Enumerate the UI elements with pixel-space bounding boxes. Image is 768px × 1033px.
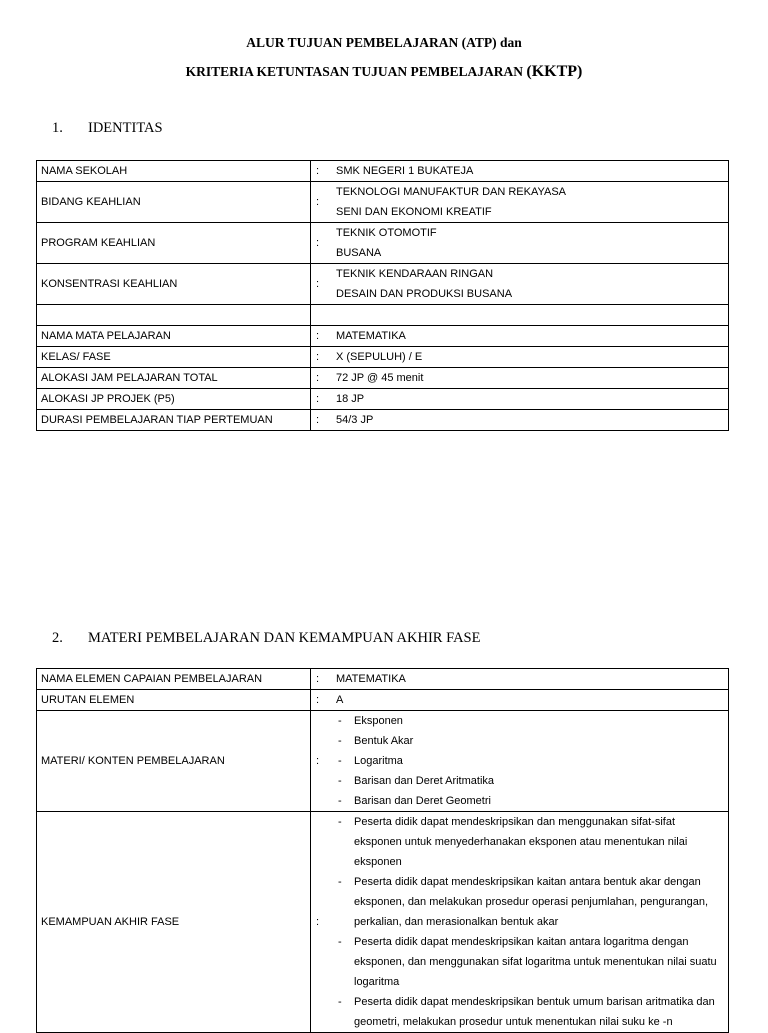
colon: : bbox=[316, 393, 320, 405]
row-value: DESAIN DAN PRODUKSI BUSANA bbox=[336, 288, 513, 300]
row-value: 72 JP @ 45 menit bbox=[336, 372, 424, 384]
colon: : bbox=[316, 414, 320, 426]
colon: : bbox=[316, 673, 320, 685]
materi-konten-label: MATERI/ KONTEN PEMBELAJARAN bbox=[37, 711, 311, 812]
table-row bbox=[37, 410, 729, 431]
row-value: TEKNIK KENDARAAN RINGAN bbox=[336, 268, 494, 280]
section-2-title: MATERI PEMBELAJARAN DAN KEMAMPUAN AKHIR FASE bbox=[88, 630, 481, 646]
row-value: MATEMATIKA bbox=[336, 330, 406, 342]
title-kktp: (KKTP) bbox=[526, 63, 583, 80]
table-row bbox=[37, 182, 729, 223]
table-row bbox=[37, 264, 729, 305]
colon: : bbox=[316, 755, 320, 767]
kemampuan-list bbox=[336, 812, 724, 1032]
row-label: NAMA ELEMEN CAPAIAN PEMBELAJARAN bbox=[37, 669, 311, 690]
section-1-heading bbox=[52, 120, 163, 137]
row-label: KONSENTRASI KEAHLIAN bbox=[37, 264, 311, 305]
list-item: - Eksponen bbox=[336, 711, 724, 731]
table-row bbox=[37, 368, 729, 389]
row-label: DURASI PEMBELAJARAN TIAP PERTEMUAN bbox=[37, 410, 311, 431]
row-label: BIDANG KEAHLIAN bbox=[37, 182, 311, 223]
row-value: TEKNIK OTOMOTIF bbox=[336, 227, 437, 239]
colon: : bbox=[316, 372, 320, 384]
table-row bbox=[37, 223, 729, 264]
row-value: SMK NEGERI 1 BUKATEJA bbox=[336, 165, 474, 177]
row-value: MATEMATIKA bbox=[336, 673, 406, 685]
table-row bbox=[37, 161, 729, 182]
row-value: A bbox=[336, 694, 344, 706]
row-value: 18 JP bbox=[336, 393, 365, 405]
row-label bbox=[37, 305, 311, 326]
list-item: - Logaritma bbox=[336, 751, 724, 771]
table-row bbox=[37, 347, 729, 368]
identity-table bbox=[36, 160, 729, 431]
colon: : bbox=[316, 351, 320, 363]
konten-list bbox=[336, 711, 724, 811]
list-item: - Peserta didik dapat mendeskripsikan dan menggunakan sifat-sifat eksponen untuk menyederhanakan eksponen atau menentukan nilai eksponen bbox=[336, 812, 724, 872]
row-label: NAMA MATA PELAJARAN bbox=[37, 326, 311, 347]
table-row bbox=[37, 711, 729, 812]
colon: : bbox=[316, 237, 320, 249]
row-label: KELAS/ FASE bbox=[37, 347, 311, 368]
kemampuan-label: KEMAMPUAN AKHIR FASE bbox=[37, 812, 311, 1033]
document-title-line2 bbox=[0, 63, 768, 81]
title-line2-text: KRITERIA KETUNTASAN TUJUAN PEMBELAJARAN bbox=[185, 64, 527, 79]
list-item: - Peserta didik dapat mendeskripsikan bentuk umum barisan aritmatika dan geometri, melakukan prosedur untuk menentukan nilai suku ke -n bbox=[336, 992, 724, 1032]
colon: : bbox=[316, 165, 320, 177]
table-row bbox=[37, 326, 729, 347]
row-label: ALOKASI JAM PELAJARAN TOTAL bbox=[37, 368, 311, 389]
row-value: SENI DAN EKONOMI KREATIF bbox=[336, 206, 492, 218]
section-1-number: 1. bbox=[52, 120, 63, 136]
section-1-title: IDENTITAS bbox=[88, 120, 163, 136]
list-item: - Peserta didik dapat mendeskripsikan kaitan antara bentuk akar dengan eksponen, dan melakukan prosedur operasi penjumlahan, pengurangan, perkalian, dan merasionalkan bentuk akar bbox=[336, 872, 724, 932]
row-value: TEKNOLOGI MANUFAKTUR DAN REKAYASA bbox=[336, 186, 567, 198]
table-row bbox=[37, 669, 729, 690]
section-2-heading bbox=[52, 630, 480, 647]
row-value: 54/3 JP bbox=[336, 414, 374, 426]
table-row bbox=[37, 305, 729, 326]
list-item: - Peserta didik dapat mendeskripsikan kaitan antara logaritma dengan eksponen, dan menggunakan sifat logaritma untuk menentukan nilai suatu logaritma bbox=[336, 932, 724, 992]
row-label: NAMA SEKOLAH bbox=[37, 161, 311, 182]
row-label: PROGRAM KEAHLIAN bbox=[37, 223, 311, 264]
document-title-line1: ALUR TUJUAN PEMBELAJARAN (ATP) dan bbox=[246, 35, 522, 50]
table-row bbox=[37, 690, 729, 711]
colon: : bbox=[316, 330, 320, 342]
table-row bbox=[37, 812, 729, 1033]
table-row bbox=[37, 389, 729, 410]
colon: : bbox=[316, 278, 320, 290]
colon: : bbox=[316, 916, 320, 928]
section-2-number: 2. bbox=[52, 630, 63, 646]
materi-table bbox=[36, 668, 729, 1033]
row-label: ALOKASI JP PROJEK (P5) bbox=[37, 389, 311, 410]
colon: : bbox=[316, 694, 320, 706]
row-value: X (SEPULUH) / E bbox=[336, 351, 423, 363]
list-item: - Barisan dan Deret Aritmatika bbox=[336, 771, 724, 791]
list-item: - Barisan dan Deret Geometri bbox=[336, 791, 724, 811]
row-label: URUTAN ELEMEN bbox=[37, 690, 311, 711]
colon: : bbox=[316, 196, 320, 208]
list-item: - Bentuk Akar bbox=[336, 731, 724, 751]
row-value: BUSANA bbox=[336, 247, 382, 259]
